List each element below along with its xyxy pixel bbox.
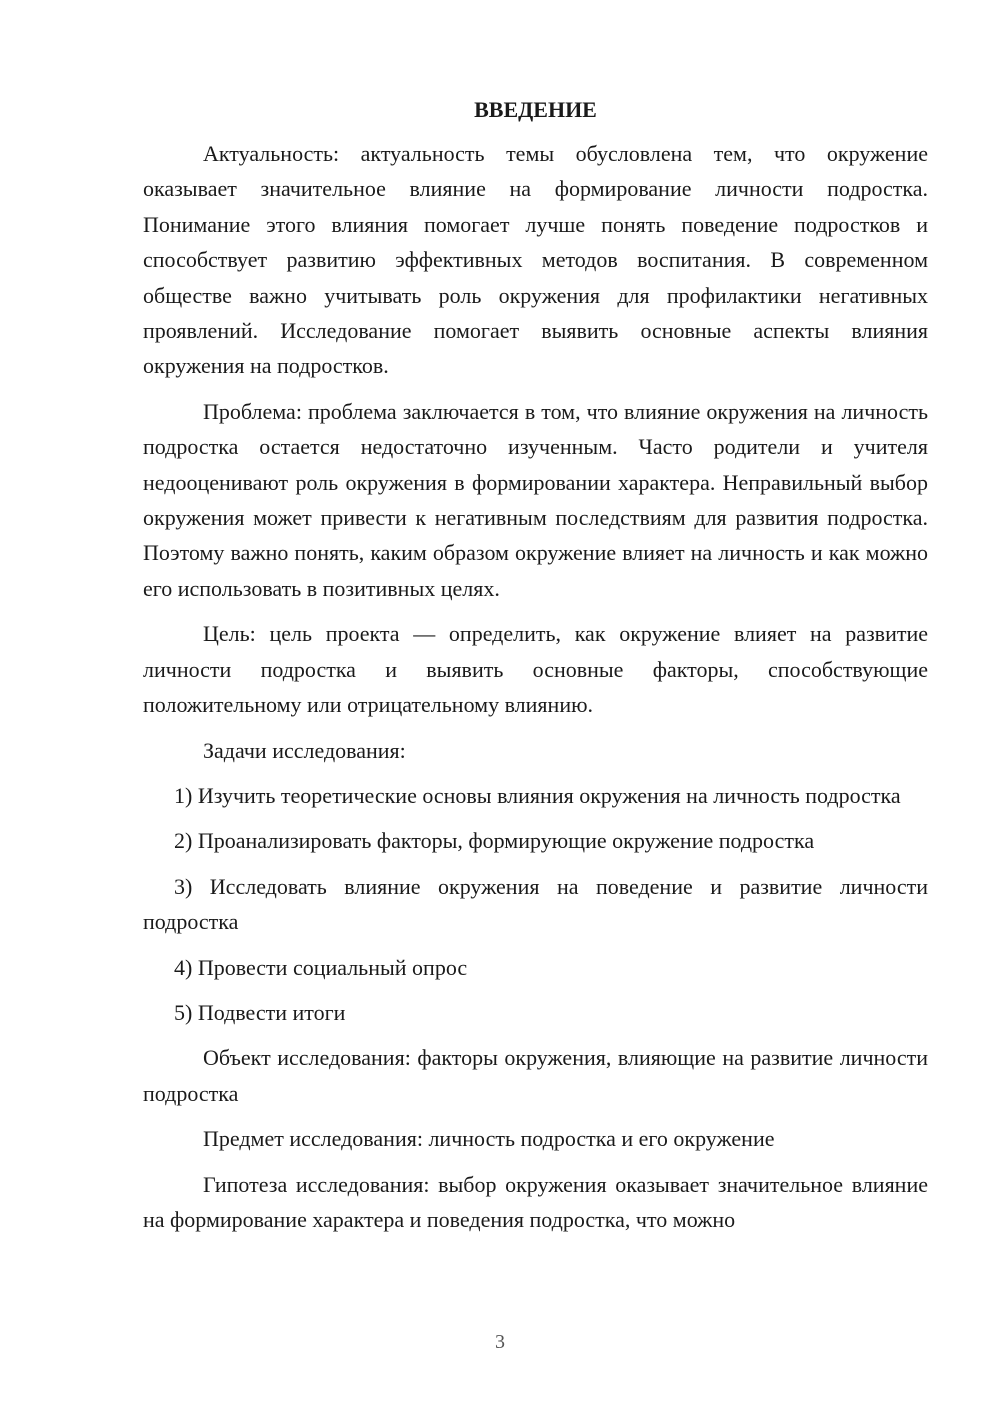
task-item-5: 5) Подвести итоги — [174, 999, 346, 1025]
paragraph-subject: Предмет исследования: личность подростка и его окружение — [203, 1126, 775, 1152]
task-item-2: 2) Проанализировать факторы, формирующие окружение подростка — [174, 828, 815, 854]
paragraph-object: Объект исследования: факторы окружения, влияющие на развитие личности подростка — [143, 1045, 928, 1106]
paragraph-problem: Проблема: проблема заключается в том, что влияние окружения на личность подростка остается недостаточно изученным. Часто родители и учителя недооценивают роль окружения в формировании характера. Неправильный выбор окружения может привести к негативным последствиям для развития подростка. Поэтому важно понять, каким образом окружение влияет на личность и как можно его использовать в позитивных целях. — [143, 398, 928, 601]
task-item-1: 1) Изучить теоретические основы влияния окружения на личность подростка — [174, 782, 901, 808]
paragraph-goal: Цель: цель проекта — определить, как окружение влияет на развитие личности подростка и выявить основные факторы, способствующие положительному или отрицательному влиянию. — [143, 621, 928, 718]
paragraph-relevance: Актуальность: актуальность темы обусловлена тем, что окружение оказывает значительное влияние на формирование личности подростка. Понимание этого влияния помогает лучше понять поведение подростков и способствует развитию эффективных методов воспитания. В современном обществе важно учитывать роль окружения для профилактики негативных проявлений. Исследование помогает выявить основные аспекты влияния окружения на подростков. — [143, 141, 928, 379]
task-item-3: 3) Исследовать влияние окружения на поведение и развитие личности подростка — [143, 873, 928, 935]
paragraph-tasks-heading: Задачи исследования: — [203, 737, 406, 763]
section-heading: ВВЕДЕНИЕ — [474, 97, 597, 122]
task-item-4: 4) Провести социальный опрос — [174, 954, 468, 980]
page-number: 3 — [495, 1331, 505, 1353]
document-page — [143, 92, 928, 1247]
paragraph-hypothesis: Гипотеза исследования: выбор окружения оказывает значительное влияние на формирование характера и поведения подростка, что можно — [143, 1171, 928, 1232]
